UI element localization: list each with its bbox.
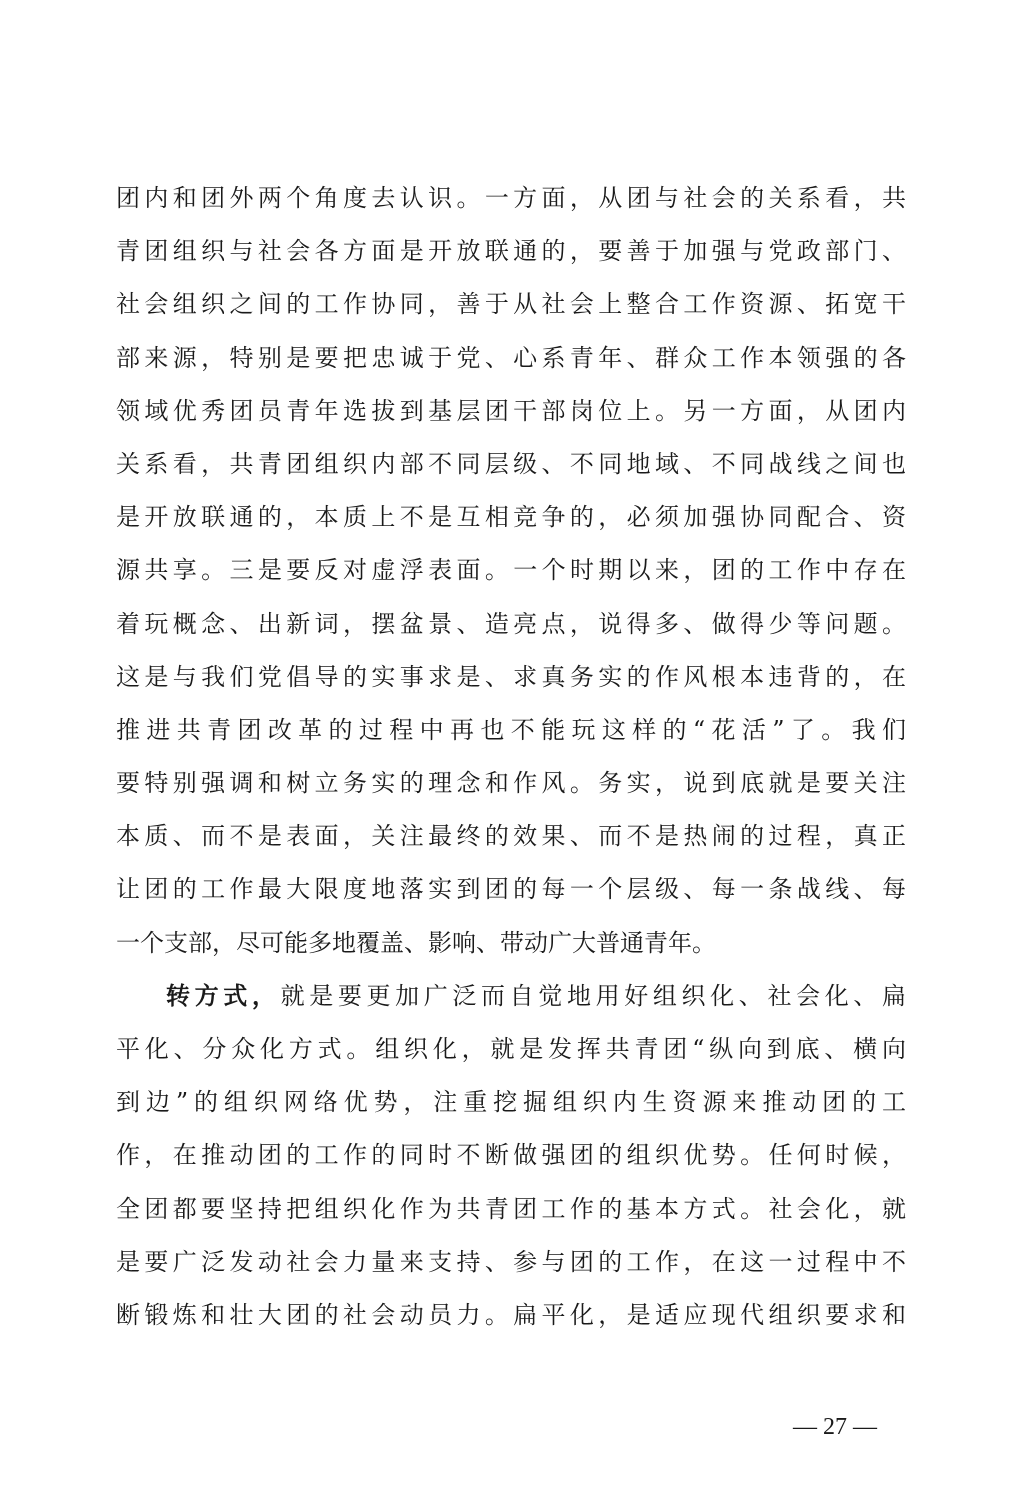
text-line <box>116 1076 906 1129</box>
text-segment: 社会组织之间的工作协同，善于从社会上整合工作资源、拓宽干 <box>116 290 906 319</box>
text-line <box>116 704 906 757</box>
text-line <box>116 1236 906 1289</box>
text-line <box>116 863 906 916</box>
body-text <box>116 172 906 1342</box>
text-segment: 平化、分众化方式。组织化，就是发挥共青团“纵向到底、横向 <box>116 1035 906 1063</box>
text-line <box>116 1289 906 1342</box>
text-line <box>116 225 906 278</box>
text-segment: 是要广泛发动社会力量来支持、参与团的工作，在这一过程中不 <box>116 1247 906 1276</box>
text-line <box>116 810 906 863</box>
text-line <box>116 1129 906 1182</box>
text-line <box>116 491 906 544</box>
text-segment: 推进共青团改革的过程中再也不能玩这样的“花活”了。我们 <box>116 715 906 744</box>
text-segment: 青团组织与社会各方面是开放联通的，要善于加强与党政部门、 <box>116 237 906 266</box>
text-line <box>116 278 906 331</box>
text-segment: 着玩概念、出新词，摆盆景、造亮点，说得多、做得少等问题。 <box>116 609 906 638</box>
text-segment: 部来源，特别是要把忠诚于党、心系青年、群众工作本领强的各 <box>116 343 906 372</box>
text-segment: 团内和团外两个角度去认识。一方面，从团与社会的关系看，共 <box>116 184 906 212</box>
text-line <box>116 385 906 438</box>
text-segment: 本质、而不是表面，关注最终的效果、而不是热闹的过程，真正 <box>116 822 906 851</box>
text-segment: 关系看，共青团组织内部不同层级、不同地域、不同战线之间也 <box>116 449 906 478</box>
page-number: — 27 — <box>793 1414 877 1440</box>
bold-heading-segment: 转方式， <box>166 981 281 1010</box>
text-line <box>116 1183 906 1236</box>
text-line <box>116 651 906 704</box>
text-segment: 这是与我们党倡导的实事求是、求真务实的作风根本违背的，在 <box>116 662 906 691</box>
text-segment: 就是要更加广泛而自觉地用好组织化、社会化、扁 <box>280 981 907 1010</box>
text-line <box>116 332 906 385</box>
text-segment: 到边”的组织网络优势，注重挖掘组织内生资源来推动团的工 <box>116 1088 906 1117</box>
text-line <box>116 172 906 225</box>
text-segment: 要特别强调和树立务实的理念和作风。务实，说到底就是要关注 <box>116 769 906 798</box>
text-segment: 是开放联通的，本质上不是互相竞争的，必须加强协同配合、资 <box>116 503 906 532</box>
text-segment: 。一个时期以来，团的工作中存在 <box>484 556 907 585</box>
text-line <box>116 970 906 1023</box>
text-segment: 一个支部，尽可能多地覆盖、影响、带动广大普通青年。 <box>116 928 716 957</box>
text-segment: 让团的工作最大限度地落实到团的每一个层级、每一条战线、每 <box>116 875 906 904</box>
emphasis-segment: 三是要反对虚浮表面 <box>229 556 485 585</box>
text-segment: 全团都要坚持把组织化作为共青团工作的基本方式。社会化，就 <box>116 1194 906 1223</box>
text-segment: 源共享。 <box>116 556 230 585</box>
text-segment: 领域优秀团员青年选拔到基层团干部岗位上。另一方面，从团内 <box>116 396 906 425</box>
text-segment: 断锻炼和壮大团的社会动员力。扁平化，是适应现代组织要求和 <box>116 1300 906 1329</box>
text-segment: 作，在推动团的工作的同时不断做强团的组织优势。任何时候， <box>116 1141 906 1170</box>
text-line <box>116 1023 906 1076</box>
text-line <box>116 598 906 651</box>
text-line <box>116 917 906 970</box>
text-line <box>116 544 906 597</box>
text-line <box>116 757 906 810</box>
text-line <box>116 438 906 491</box>
